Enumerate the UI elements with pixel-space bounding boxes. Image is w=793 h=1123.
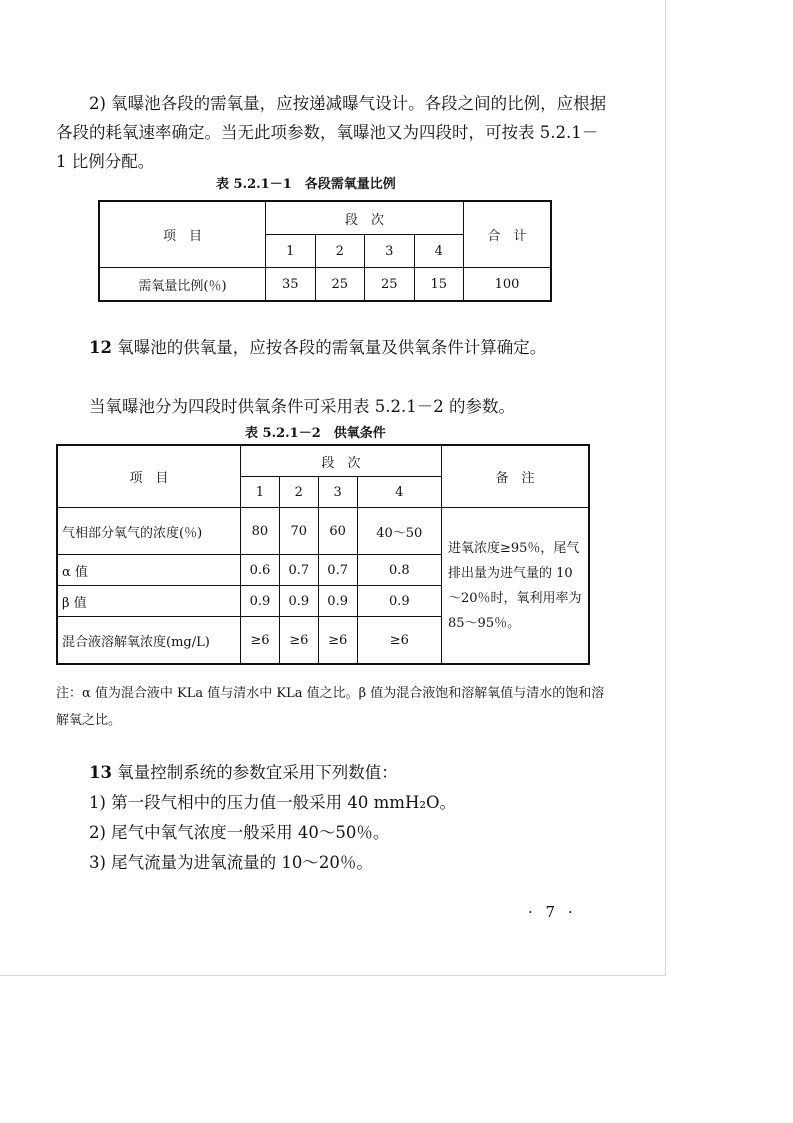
- table-1-value-4: 15: [414, 268, 464, 302]
- table-2-stage-2: 2: [279, 477, 318, 508]
- table-2-cell: 0.7: [279, 555, 318, 586]
- table-2-cell: ≥6: [318, 617, 357, 665]
- table-2-remark-header: 备 注: [442, 445, 590, 508]
- table-1-item-header: 项 目: [99, 201, 266, 268]
- table-2-cell: 0.9: [318, 586, 357, 617]
- clause-13-text: 氧量控制系统的参数宜采用下列数值：: [117, 763, 398, 782]
- oxygen-demand-ratio-table: [98, 200, 552, 302]
- table-2-stage-header: 段 次: [241, 445, 442, 477]
- table-2-row-label: β 值: [57, 586, 241, 617]
- table-2-caption: 表 5.2.1－2 供氧条件: [245, 426, 386, 441]
- table-2-stage-3: 3: [318, 477, 357, 508]
- table-1-value-1: 35: [266, 268, 316, 302]
- clause-13-item-1: 1) 第一段气相中的压力值一般采用 40 mmH₂O。: [89, 793, 456, 812]
- oxygen-supply-conditions-table: [56, 444, 590, 665]
- table-2-cell: 70: [279, 508, 318, 555]
- table-2-cell: 0.7: [318, 555, 357, 586]
- table-2-cell: 60: [318, 508, 357, 555]
- table-1-stage-1: 1: [266, 235, 316, 268]
- table-2-cell: ≥6: [241, 617, 280, 665]
- section-2-paragraph: 2) 氧曝池各段的需氧量，应按递减曝气设计。各段之间的比例，应根据各段的耗氧速率确定。当无此项参数，氧曝池又为四段时，可按表 5.2.1－1 比例分配。: [56, 94, 607, 171]
- table-2-note: 注：α 值为混合液中 KLa 值与清水中 KLa 值之比。β 值为混合液饱和溶解氧值与清水的饱和溶解氧之比。: [56, 686, 605, 728]
- table-2-cell: 40～50: [357, 508, 441, 555]
- clause-12-number: 12: [89, 338, 112, 357]
- table-2-item-header: 项 目: [57, 445, 241, 508]
- table-2-cell: ≥6: [279, 617, 318, 665]
- table-2-stage-4: 4: [357, 477, 441, 508]
- table-2-cell: 0.8: [357, 555, 441, 586]
- clause-13-paragraph: [56, 758, 608, 787]
- table-2-row-label: 气相部分氧气的浓度(％): [57, 508, 241, 555]
- table-2-row-label: 混合液溶解氧浓度(mg/L): [57, 617, 241, 665]
- clause-12-paragraph: [56, 333, 608, 362]
- table-1-value-2: 25: [315, 268, 365, 302]
- table-2-remark: 进氧浓度≥95％，尾气排出量为进气量的 10～20％时，氧利用率为 85～95％。: [442, 508, 590, 665]
- table-2-cell: 0.6: [241, 555, 280, 586]
- table-2-cell: 0.9: [279, 586, 318, 617]
- table-2-stage-1: 1: [241, 477, 280, 508]
- table-1-row-label: 需氧量比例(％): [99, 268, 266, 302]
- clause-13-number: 13: [89, 763, 112, 782]
- clause-12-subparagraph: 当氧曝池分为四段时供氧条件可采用表 5.2.1－2 的参数。: [89, 397, 515, 416]
- table-2-cell: 0.9: [357, 586, 441, 617]
- page-number: · 7 ·: [528, 903, 577, 921]
- table-1-caption: 表 5.2.1－1 各段需氧量比例: [216, 177, 396, 192]
- table-2-row-label: α 值: [57, 555, 241, 586]
- table-1-stage-header: 段 次: [266, 201, 464, 235]
- table-1-stage-3: 3: [365, 235, 415, 268]
- table-1-stage-2: 2: [315, 235, 365, 268]
- table-2-cell: ≥6: [357, 617, 441, 665]
- table-1-value-3: 25: [365, 268, 415, 302]
- table-1-total-header: 合 计: [464, 201, 552, 268]
- table-2-cell: 0.9: [241, 586, 280, 617]
- clause-13-item-2: 2) 尾气中氧气浓度一般采用 40～50％。: [89, 823, 390, 842]
- table-1-stage-4: 4: [414, 235, 464, 268]
- table-2-cell: 80: [241, 508, 280, 555]
- table-1-total: 100: [464, 268, 552, 302]
- clause-13-item-3: 3) 尾气流量为进氧流量的 10～20％。: [89, 853, 373, 872]
- clause-12-text: 氧曝池的供氧量，应按各段的需氧量及供氧条件计算确定。: [117, 338, 547, 357]
